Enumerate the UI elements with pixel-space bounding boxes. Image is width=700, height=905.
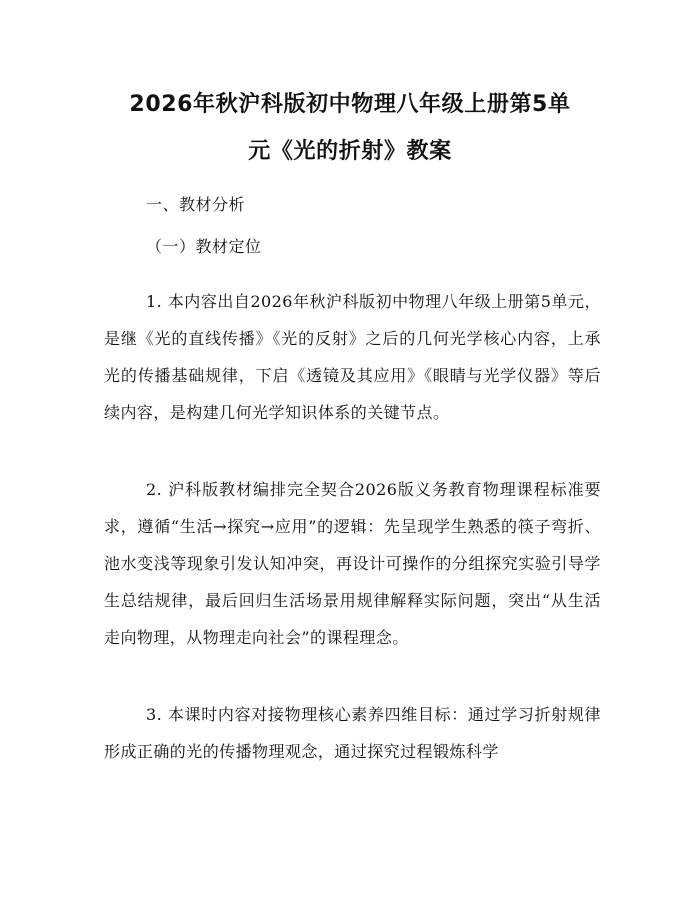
- body-paragraph-1: 1. 本内容出自2026年秋沪科版初中物理八年级上册第5单元，是继《光的直线传播》《光的反射》之后的几何光学核心内容，上承光的传播基础规律，下启《透镜及其应用》《眼睛与光学仪器》等后续内容，是构建几何光学知识体系的关键节点。: [104, 292, 601, 422]
- body-paragraph-3: 3. 本课时内容对接物理核心素养四维目标：通过学习折射规律形成正确的光的传播物理观念，通过探究过程锻炼科学: [104, 705, 601, 761]
- body-paragraph-2: 2. 沪科版教材编排完全契合2026版义务教育物理课程标准要求，遵循“生活→探究→应用”的逻辑：先呈现学生熟悉的筷子弯折、池水变浅等现象引发认知冲突，再设计可操作的分组探究实验引导学生总结规律，最后回归生活场景用规律解释实际问题，突出“从生活走向物理，从物理走向社会”的课程理念。: [104, 480, 601, 647]
- subsection-heading: （一）教材定位: [146, 237, 262, 256]
- document-title-line-1: 2026年秋沪科版初中物理八年级上册第5单: [129, 92, 571, 117]
- document-title-line-2: 元《光的折射》教案: [248, 139, 452, 164]
- section-heading: 一、教材分析: [146, 195, 246, 214]
